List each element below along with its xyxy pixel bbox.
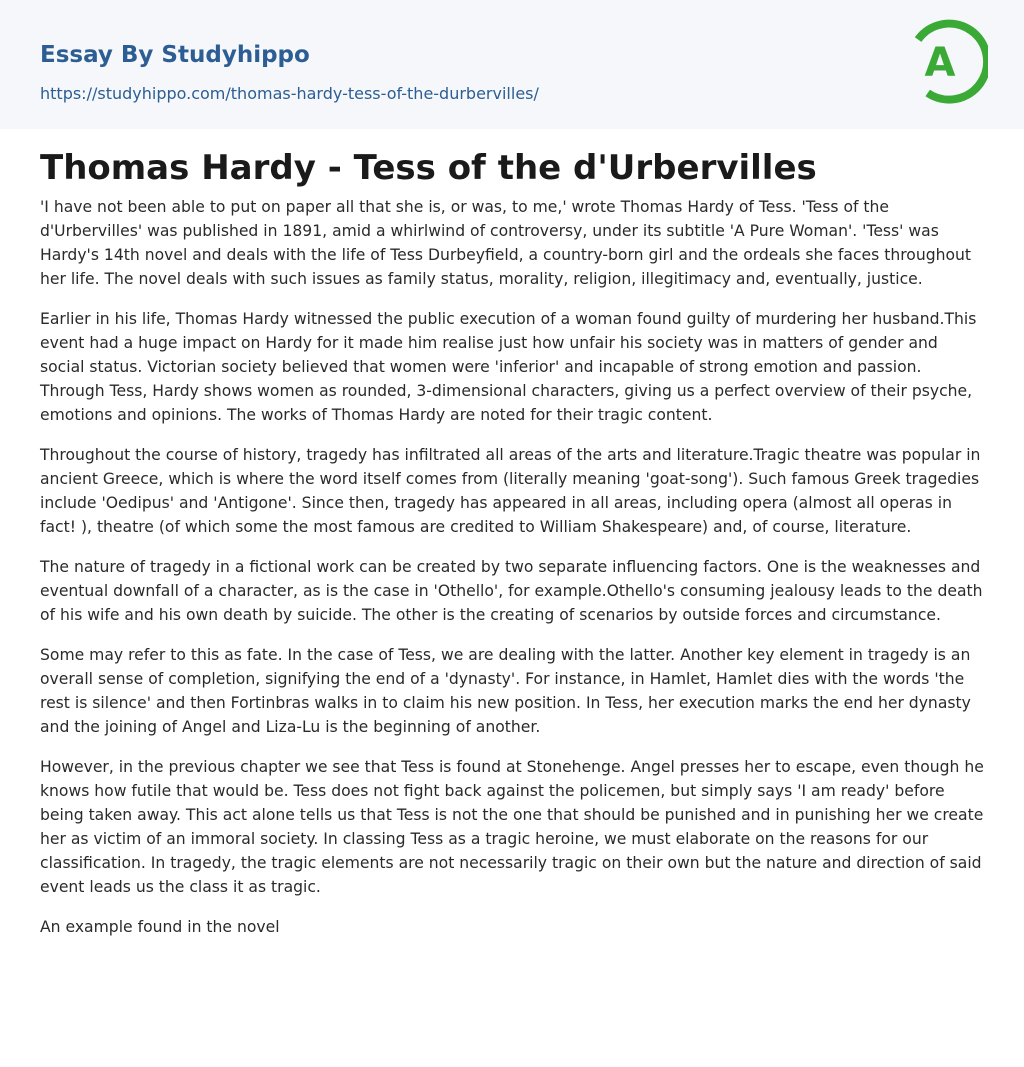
essay-body (40, 195, 984, 939)
studyhippo-logo-icon[interactable] (912, 18, 988, 106)
essay-paragraph: 'I have not been able to put on paper all that she is, or was, to me,' wrote Thomas Hardy of Tess. 'Tess of the d'Urbervilles' was published in 1891, amid a whirlwind of controversy, under its subtitle 'A Pure Woman'. 'Tess' was Hardy's 14th novel and deals with the life of Tess Durbeyfield, a country-born girl and the ordeals she faces throughout her life. The novel deals with such issues as family status, morality, religion, illegitimacy and, eventually, justice. (40, 198, 972, 288)
essay-content (0, 129, 1024, 939)
essay-title: Thomas Hardy - Tess of the d'Urbervilles (40, 148, 817, 188)
essay-paragraph: Earlier in his life, Thomas Hardy witnessed the public execution of a woman found guilty of murdering her husband.This event had a huge impact on Hardy for it made him realise just how unfair his society was in matters of gender and social status. Victorian society believed that women were 'inferior' and incapable of strong emotion and passion. Through Tess, Hardy shows women as rounded, 3-dimensional characters, giving us a perfect overview of their psyche, emotions and opinions. The works of Thomas Hardy are noted for their tragic content. (40, 310, 977, 424)
essay-paragraph: However, in the previous chapter we see that Tess is found at Stonehenge. Angel presses her to escape, even though he knows how futile that would be. Tess does not fight back against the policemen, but simply says 'I am ready' before being taken away. This act alone tells us that Tess is not the one that should be punished and in punishing her we create her as victim of an immoral society. In classing Tess as a tragic heroine, we must elaborate on the reasons for our classification. In tragedy, the tragic elements are not necessarily tragic on their own but the nature and direction of said event leads us the class it as tragic. (40, 758, 984, 896)
essay-paragraph: Some may refer to this as fate. In the case of Tess, we are dealing with the latter. Another key element in tragedy is an overall sense of completion, signifying the end of a 'dynasty'. For instance, in Hamlet, Hamlet dies with the words 'the rest is silence' and then Fortinbras walks in to claim his new position. In Tess, her execution marks the end her dynasty and the joining of Angel and Liza-Lu is the beginning of another. (40, 646, 971, 736)
source-url-link[interactable]: https://studyhippo.com/thomas-hardy-tess-of-the-durbervilles/ (40, 84, 539, 103)
essay-paragraph: An example found in the novel (40, 918, 280, 936)
logo-svg (912, 18, 988, 106)
essay-paragraph: Throughout the course of history, tragedy has infiltrated all areas of the arts and literature.Tragic theatre was popular in ancient Greece, which is where the word itself comes from (literally meaning 'goat-song'). Such famous Greek tragedies include 'Oedipus' and 'Antigone'. Since then, tragedy has appeared in all areas, including opera (almost all operas in fact! ), theatre (of which some the most famous are credited to William Shakespeare) and, of course, literature. (40, 446, 981, 536)
essay-paragraph: The nature of tragedy in a fictional work can be created by two separate influencing factors. One is the weaknesses and eventual downfall of a character, as is the case in 'Othello', for example.Othello's consuming jealousy leads to the death of his wife and his own death by suicide. The other is the creating of scenarios by outside forces and circumstance. (40, 558, 983, 624)
page-header (0, 0, 1024, 129)
logo-letter: A (924, 40, 956, 86)
site-name: Essay By Studyhippo (40, 42, 310, 68)
